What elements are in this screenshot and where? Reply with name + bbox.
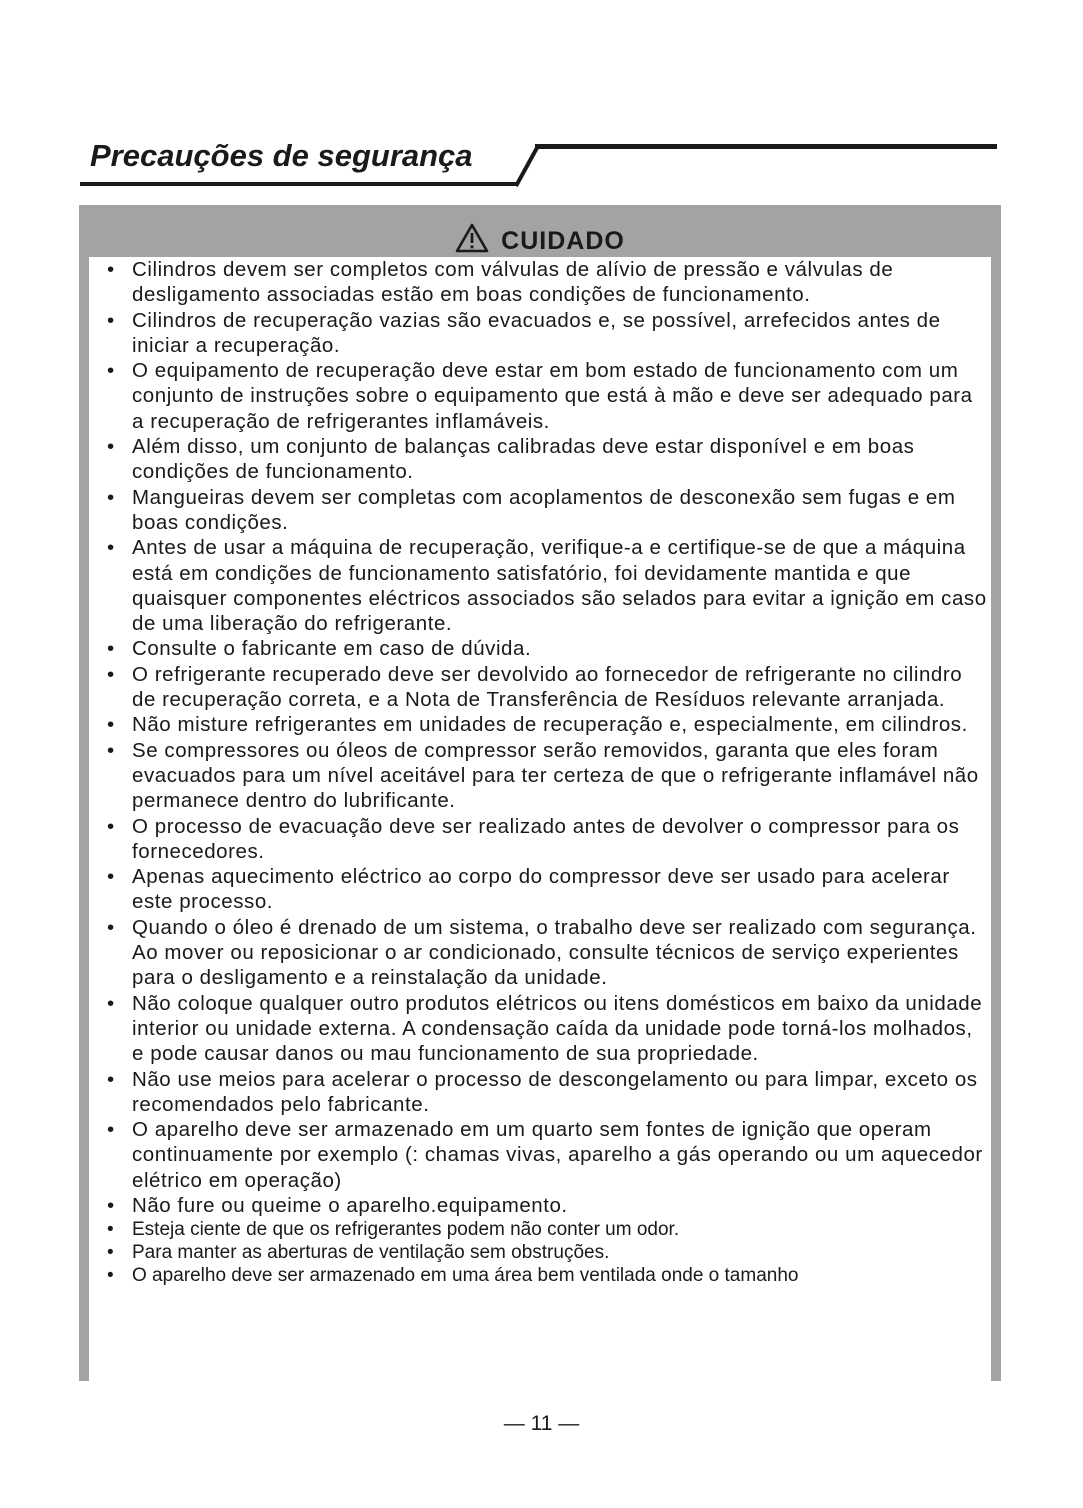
bullet: •	[107, 258, 115, 281]
list-item: • Não misture refrigerantes em unidades de recuperação e, especialmente, em cilindros.	[107, 713, 968, 737]
list-item: • Mangueiras devem ser completas com acoplamentos de desconexão sem fugas e em boas condições.	[107, 485, 956, 534]
list-item: • O processo de evacuação deve ser realizado antes de devolver o compressor para os fornecedores.	[107, 814, 960, 863]
list-item: • Além disso, um conjunto de balanças calibradas deve estar disponível e em boas condições de funcionamento.	[107, 435, 915, 484]
list-item-continuation: Ao mover ou reposicionar o ar condicionado, consulte técnicos de serviço experientes para o desligamento e a reinstalação da unidade.	[132, 941, 959, 990]
list-item: • O aparelho deve ser armazenado em um quarto sem fontes de ignição que operam continuamente por exemplo (: chamas vivas, aparelho a gás operando ou um aquecedor elétrico em operação)	[107, 1118, 983, 1192]
caution-heading	[79, 223, 1001, 256]
bullet: •	[107, 991, 115, 1015]
list-item: • Consulte o fabricante em caso de dúvida.	[107, 637, 532, 661]
bullet: •	[107, 713, 115, 737]
page-title: Precauções de segurança	[90, 138, 473, 173]
list-item: • O equipamento de recuperação deve estar em bom estado de funcionamento com um conjunto de instruções sobre o equipamento que está à mão e deve ser adequado para a recuperação de refrigerantes inflamáveis.	[107, 359, 973, 433]
list-item: • Se compressores ou óleos de compressor serão removidos, garanta que eles foram evacuados para um nível aceitável para ter certeza de que o refrigerante inflamável não permanece dentro do lubrificante.	[107, 738, 979, 813]
caution-content	[89, 257, 991, 1389]
bullet: •	[107, 536, 115, 560]
list-item: • Esteja ciente de que os refrigerantes podem não conter um odor.	[107, 1219, 680, 1241]
list-item: • Apenas aquecimento eléctrico ao corpo do compressor deve ser usado para acelerar este processo.	[107, 865, 950, 914]
bullet: •	[107, 738, 115, 762]
bullet: •	[107, 1193, 115, 1217]
bullet: •	[107, 485, 115, 509]
bullet: •	[107, 1265, 114, 1287]
bullet: •	[107, 814, 115, 838]
list-item: • Não use meios para acelerar o processo de descongelamento ou para limpar, exceto os recomendados pelo fabricante.	[107, 1067, 978, 1116]
list-item: • Cilindros de recuperação vazias são evacuados e, se possível, arrefecidos antes de iniciar a recuperação.	[107, 308, 941, 357]
bullet: •	[107, 915, 115, 939]
list-item: • Para manter as aberturas de ventilação sem obstruções.	[107, 1242, 610, 1264]
list-item: • Quando o óleo é drenado de um sistema, o trabalho deve ser realizado com segurança.	[107, 915, 977, 939]
bullet: •	[107, 1067, 115, 1091]
bullet: •	[107, 435, 115, 459]
bullet: •	[107, 865, 115, 889]
page-number: — 11 —	[503, 1412, 580, 1435]
bullet: •	[107, 308, 115, 332]
list-item: • Não fure ou queime o aparelho.equipamento.	[107, 1193, 568, 1217]
header-top-rule	[535, 144, 997, 149]
bullet: •	[107, 359, 115, 383]
bullet: •	[107, 662, 115, 686]
list-item: • Cilindros devem ser completos com válvulas de alívio de pressão e válvulas de desligamento associadas estão em boas condições de funcionamento.	[107, 258, 894, 307]
list-item: • O aparelho deve ser armazenado em uma área bem ventilada onde o tamanho	[107, 1265, 799, 1287]
bullet: •	[107, 637, 115, 661]
list-item: • Não coloque qualquer outro produtos elétricos ou itens domésticos em baixo da unidade interior ou unidade externa. A condensação caída da unidade pode torná-los molhados, e pode causar danos ou mau funcionamento de sua propriedade.	[107, 991, 983, 1066]
caution-list	[107, 257, 987, 1287]
caution-panel	[79, 205, 1001, 1381]
caution-label: CUIDADO	[501, 227, 625, 255]
list-item: • Antes de usar a máquina de recuperação, verifique-a e certifique-se de que a máquina está em condições de funcionamento satisfatório, foi devidamente mantida e que quaisquer componentes eléctricos associados são selados para evitar a ignição em caso de uma liberação do refrigerante.	[107, 536, 987, 636]
warning-triangle-icon	[455, 223, 489, 253]
bullet: •	[107, 1242, 114, 1264]
bullet: •	[107, 1118, 115, 1142]
list-item: • O refrigerante recuperado deve ser devolvido ao fornecedor de refrigerante no cilindro de recuperação correta, e a Nota de Transferência de Resíduos relevante arranjada.	[107, 662, 963, 712]
bullet: •	[107, 1219, 114, 1241]
section-header	[80, 138, 1000, 190]
